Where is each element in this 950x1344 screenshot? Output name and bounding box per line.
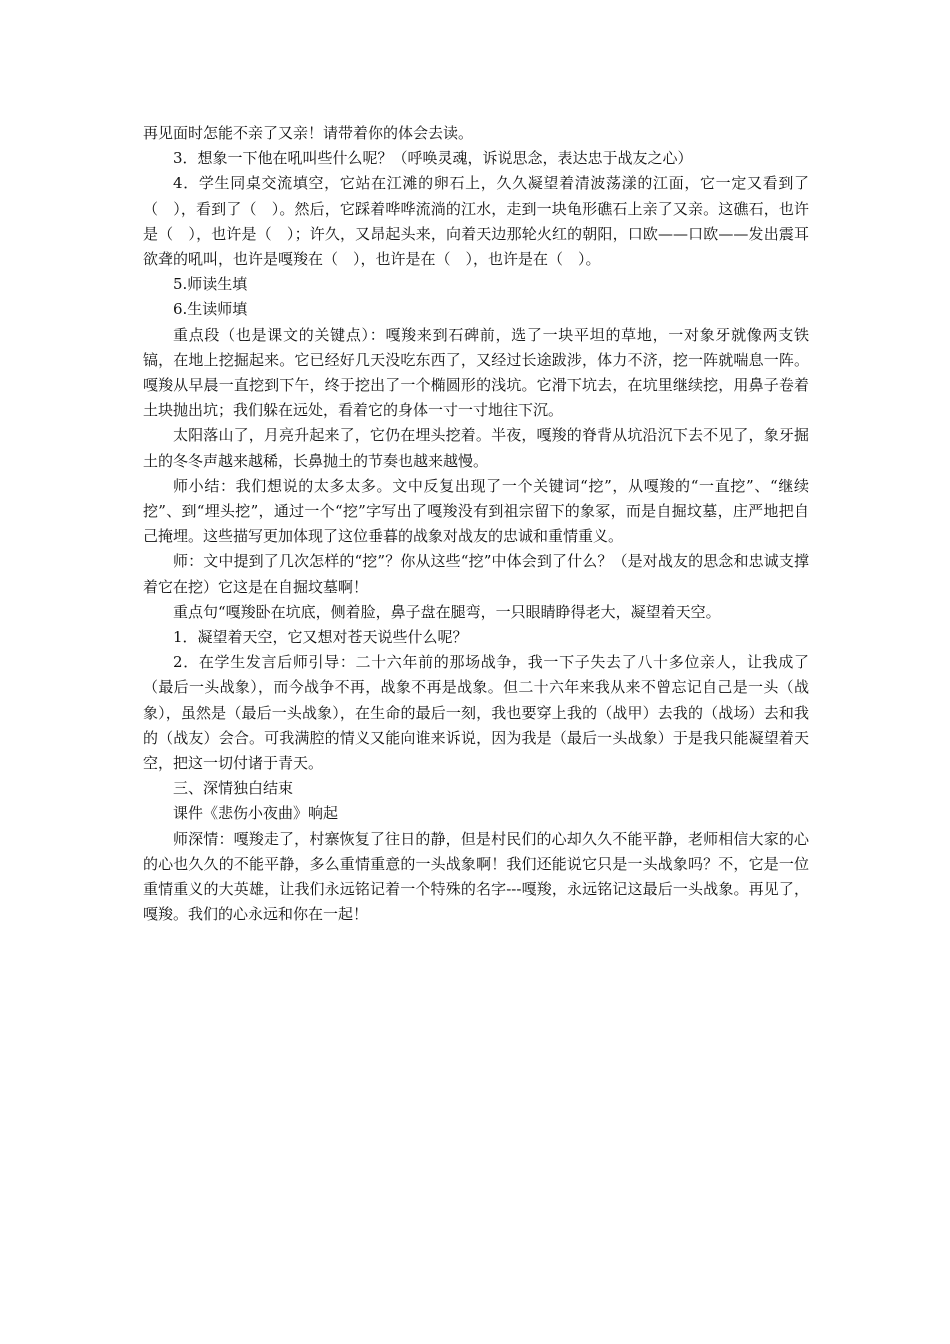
paragraph-sunset: 太阳落山了，月亮升起来了，它仍在埋头挖着。半夜，嘎羧的脊背从坑沿沉下去不见了，象牙掘土的冬冬声越来越稀，长鼻抛土的节奏也越来越慢。 [143, 426, 809, 470]
paragraph-closing: 师深情：嘎羧走了，村寨恢复了往日的静，但是村民们的心却久久不能平静，老师相信大家的心的心也久久的不能平静，多么重情重意的一头战象啊！我们还能说它只是一头战象吗？不，它是一位重情重义的大英雄，让我们永远铭记着一个特殊的名字---嘎羧，永远铭记这最后一头战象。再见了，嘎羧。我们的心永远和你在一起！ [143, 829, 809, 924]
paragraph-question-1: 1．凝望着天空，它又想对苍天说些什么呢？ [173, 628, 468, 647]
paragraph-step-5: 5.师读生填 [173, 275, 248, 294]
paragraph-fill-in-4: 4．学生同桌交流填空，它站在江滩的卵石上，久久凝望着清波荡漾的江面，它一定又看到了（ ），看到了（ ）。然后，它踩着哗哗流淌的江水，走到一块龟形礁石上亲了又亲。这礁石，也许是（ ），也许是（ ）；许久，又昂起头来，向着天边那轮火红的朝阳，口欧——口欧——发出震耳欲聋的吼叫，也许是嘎羧在（ ），也许是在（ ），也许是在（ ）。 [143, 174, 809, 269]
paragraph-key-passage: 重点段（也是课文的关键点）：嘎羧来到石碑前，选了一块平坦的草地，一对象牙就像两支铁镐，在地上挖掘起来。它已经好几天没吃东西了，又经过长途跋涉，体力不济，挖一阵就喘息一阵。嘎羧从早晨一直挖到下午，终于挖出了一个椭圆形的浅坑。它滑下坑去，在坑里继续挖，用鼻子卷着土块抛出坑；我们躲在远处，看着它的身体一寸一寸地往下沉。 [143, 325, 809, 420]
section-heading-3: 三、深情独白结束 [173, 779, 294, 798]
paragraph-continuation: 再见面时怎能不亲了又亲！请带着你的体会去读。 [143, 124, 474, 142]
paragraph-step-6: 6.生读师填 [173, 300, 248, 319]
paragraph-guidance-2: 2．在学生发言后师引导：二十六年前的那场战争，我一下子失去了八十多位亲人，让我成了（最后一头战象），而今战争不再，战象不再是战象。但二十六年来我从来不曾忘记自己是一头（战象），虽然是（最后一头战象），在生命的最后一刻，我也要穿上我的（战甲）去我的（战场）去和我的（战友）会合。可我满腔的情义又能向谁来诉说，因为我是（最后一头战象）于是我只能凝望着天空，把这一切付诸于青天。 [143, 653, 809, 773]
paragraph-question-3: 3．想象一下他在吼叫些什么呢？（呼唤灵魂，诉说思念，表达忠于战友之心） [173, 149, 693, 168]
paragraph-music-cue: 课件《悲伤小夜曲》响起 [173, 804, 339, 823]
document-body [143, 121, 809, 928]
paragraph-key-sentence: 重点句“嘎羧卧在坑底，侧着脸，鼻子盘在腿弯，一只眼睛睁得老大，凝望着天空。 [173, 602, 721, 621]
paragraph-teacher-summary: 师小结：我们想说的太多太多。文中反复出现了一个关键词“挖”，从嘎羧的“一直挖”、“继续挖”、到“埋头挖”，通过一个“挖”字写出了嘎羧没有到祖宗留下的象冢，而是自掘坟墓，庄严地把自己掩埋。这些描写更加体现了这位垂暮的战象对战友的忠诚和重情重义。 [143, 476, 809, 546]
paragraph-teacher-question: 师：文中提到了几次怎样的“挖”？你从这些“挖”中体会到了什么？（是对战友的思念和忠诚支撑着它在挖）它这是在自掘坟墓啊！ [143, 552, 809, 596]
